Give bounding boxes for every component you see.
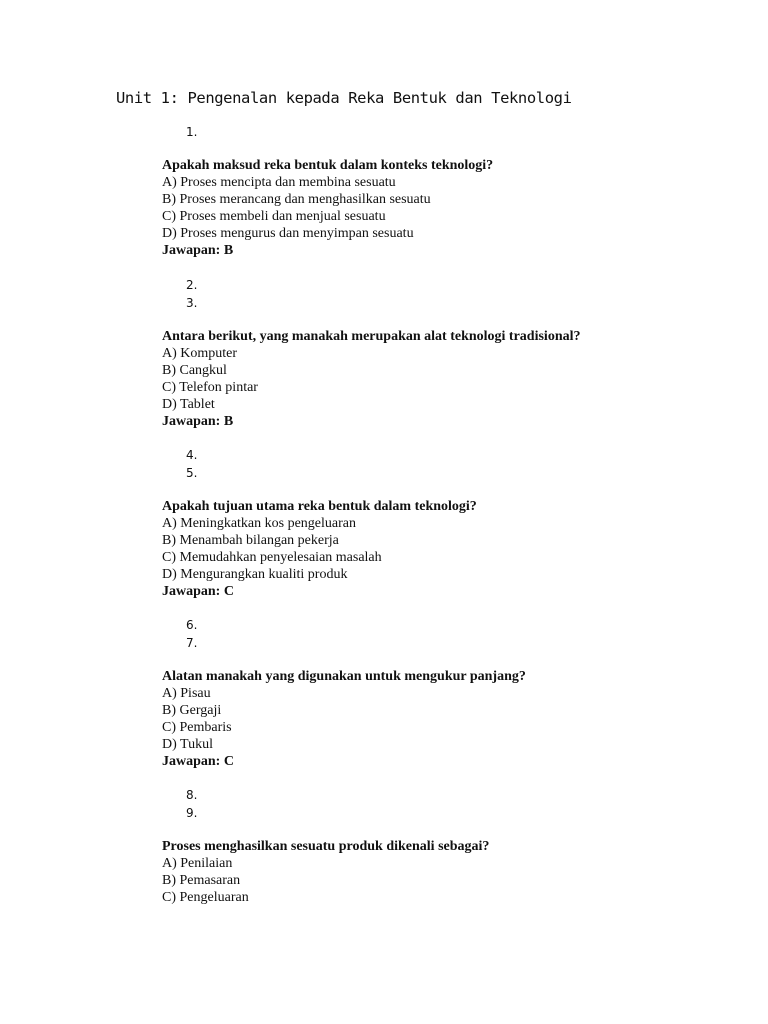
answer-key: Jawapan: C	[162, 754, 234, 769]
answer-key: Jawapan: C	[162, 584, 234, 599]
question-number: 4.	[186, 448, 198, 462]
question-number: 7.	[186, 636, 198, 650]
answer-option: B) Proses merancang dan menghasilkan sesuatu	[162, 192, 431, 207]
answer-option: D) Tukul	[162, 737, 213, 752]
question-text: Antara berikut, yang manakah merupakan alat teknologi tradisional?	[162, 329, 581, 344]
answer-option: A) Komputer	[162, 346, 238, 361]
question-number: 5.	[186, 466, 198, 480]
question-number: 3.	[186, 296, 198, 310]
answer-option: A) Penilaian	[162, 856, 233, 871]
question-text: Apakah tujuan utama reka bentuk dalam teknologi?	[162, 499, 477, 514]
answer-option: B) Cangkul	[162, 363, 227, 378]
answer-option: B) Pemasaran	[162, 873, 241, 888]
question-number: 9.	[186, 806, 198, 820]
answer-option: D) Tablet	[162, 397, 215, 412]
answer-option: C) Proses membeli dan menjual sesuatu	[162, 209, 386, 224]
answer-option: A) Proses mencipta dan membina sesuatu	[162, 175, 396, 190]
answer-option: D) Proses mengurus dan menyimpan sesuatu	[162, 226, 414, 241]
question-number: 1.	[186, 125, 198, 139]
question-text: Apakah maksud reka bentuk dalam konteks teknologi?	[162, 158, 494, 173]
answer-option: A) Pisau	[162, 686, 211, 701]
answer-option: B) Gergaji	[162, 703, 222, 718]
question-number: 8.	[186, 788, 198, 802]
answer-option: C) Telefon pintar	[162, 380, 258, 395]
answer-option: C) Pengeluaran	[162, 890, 249, 905]
question-text: Alatan manakah yang digunakan untuk mengukur panjang?	[162, 669, 526, 684]
question-text: Proses menghasilkan sesuatu produk dikenali sebagai?	[162, 839, 490, 854]
question-number: 6.	[186, 618, 198, 632]
answer-option: B) Menambah bilangan pekerja	[162, 533, 339, 548]
page-title: Unit 1: Pengenalan kepada Reka Bentuk dan Teknologi	[116, 89, 572, 107]
answer-key: Jawapan: B	[162, 414, 234, 429]
answer-option: C) Pembaris	[162, 720, 232, 735]
answer-option: C) Memudahkan penyelesaian masalah	[162, 550, 382, 565]
answer-option: D) Mengurangkan kualiti produk	[162, 567, 348, 582]
question-number: 2.	[186, 278, 198, 292]
answer-option: A) Meningkatkan kos pengeluaran	[162, 516, 356, 531]
answer-key: Jawapan: B	[162, 243, 234, 258]
